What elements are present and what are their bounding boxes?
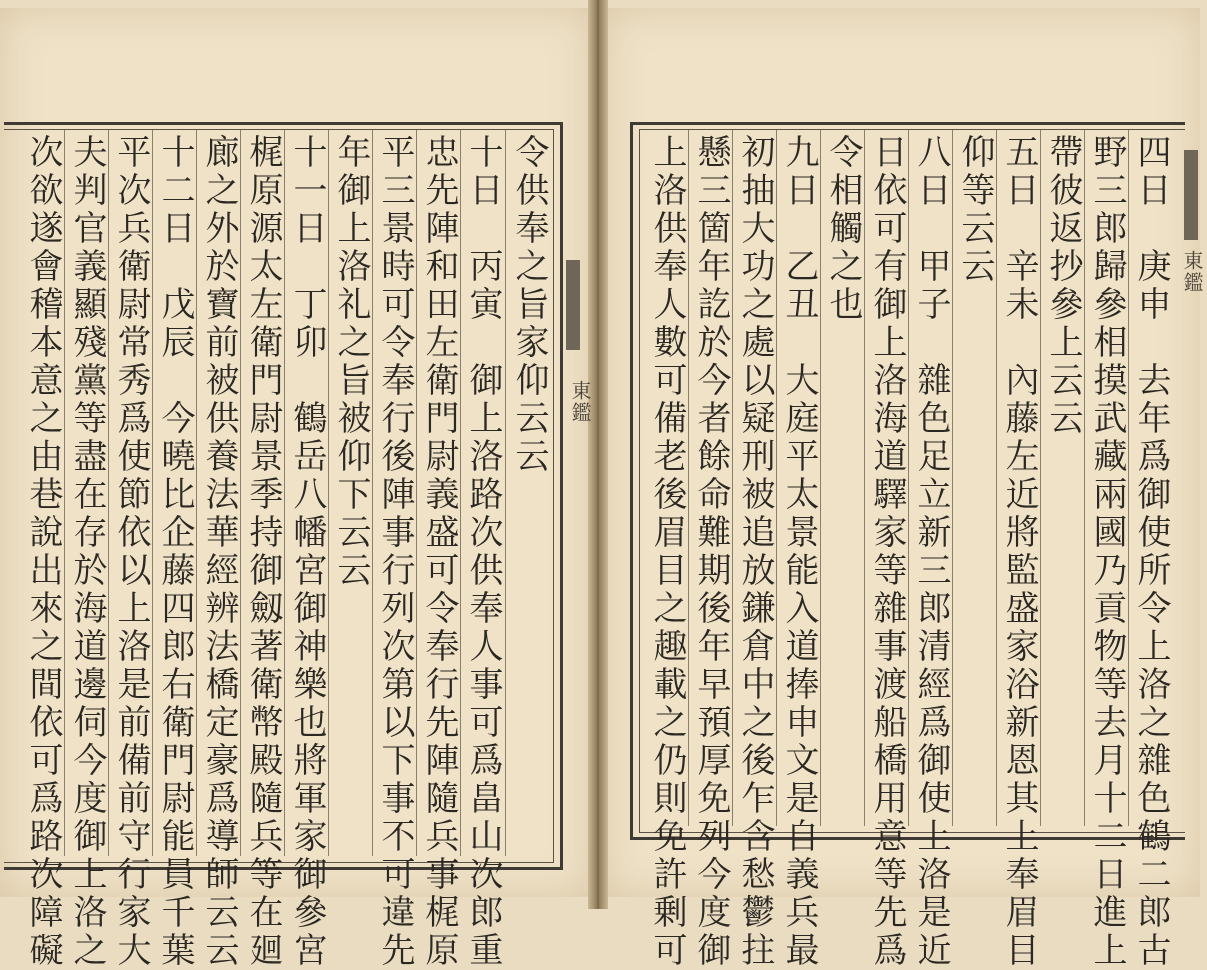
right-column-2: 野三郎歸參相摸武藏兩國乃貢物等去月十二日進上	[1087, 134, 1127, 970]
left-column-rule	[152, 130, 153, 856]
right-column-rule	[996, 130, 997, 826]
left-column-rule	[328, 130, 329, 856]
right-column-rule	[732, 130, 733, 826]
left-column-3: 忠先陣和田左衛門尉義盛可令奉行先陣隨兵事梶原	[419, 134, 459, 970]
left-column-8: 廊之外於寶前被供養法華經辨法橋定豪爲導師云云	[199, 134, 239, 970]
left-column-6: 十一日 丁卯 鶴岳八幡宮御神樂也將軍家御參宮	[287, 134, 327, 970]
right-column-rule	[864, 130, 865, 826]
right-margin-mark	[1184, 150, 1198, 240]
right-column-rule	[776, 130, 777, 826]
right-column-5: 仰等云云	[955, 134, 995, 286]
right-margin-label: 東鑑	[1180, 250, 1204, 294]
left-column-9: 十二日 戊辰 今曉比企藤四郎右衛門尉能員千葉	[155, 134, 195, 970]
right-column-rule	[688, 130, 689, 826]
left-column-1: 令供奉之旨家仰云云	[509, 134, 549, 476]
left-column-7: 梶原源太左衛門尉景季持御劔著衛幣殿隨兵等在廻	[243, 134, 283, 970]
left-column-12: 次欲遂會稽本意之由巷說出來之間依可爲路次障礙	[23, 134, 63, 970]
left-margin-mark	[566, 260, 580, 350]
left-column-rule	[196, 130, 197, 856]
right-column-4: 五日 辛未 內藤左近將監盛家浴新恩其上奉眉目	[999, 134, 1039, 970]
left-column-rule	[460, 130, 461, 856]
left-column-rule	[240, 130, 241, 856]
right-column-rule	[1128, 130, 1129, 826]
left-column-rule	[284, 130, 285, 856]
left-column-rule	[372, 130, 373, 856]
right-column-rule	[1040, 130, 1041, 826]
right-column-7: 日依可有御上洛海道驛家等雜事渡船橋用意等先爲	[867, 134, 907, 970]
left-column-11: 夫判官義顯殘黨等盡在存於海道邊伺今度御上洛之	[67, 134, 107, 970]
book-gutter	[588, 0, 608, 909]
left-column-rule	[108, 130, 109, 856]
left-margin-label: 東鑑	[568, 380, 592, 424]
right-column-10: 初抽大功之處以疑刑被追放鎌倉中之後乍含愁鬱拄	[735, 134, 775, 970]
right-column-6: 八日 甲子 雜色足立新三郎清經爲御使上洛是近	[911, 134, 951, 970]
right-column-12: 上洛供奉人數可備老後眉目之趣載之仍則免許剰可	[647, 134, 687, 970]
right-column-rule	[952, 130, 953, 826]
right-column-9: 九日 乙丑 大庭平太景能入道捧申文是自義兵最	[779, 134, 819, 970]
left-column-2: 十日 丙寅 御上洛路次供奉人事可爲畠山次郎重	[463, 134, 503, 970]
right-column-8: 令相觸之也	[823, 134, 863, 324]
right-column-rule	[820, 130, 821, 826]
right-column-1: 四日 庚申 去年爲御使所令上洛之雜色鶴二郎古	[1131, 134, 1171, 970]
right-column-rule	[908, 130, 909, 826]
left-column-rule	[505, 130, 506, 856]
right-column-rule	[1084, 130, 1085, 826]
right-column-11: 懸三箇年訖於今者餘命難期後年早預厚免列今度御	[691, 134, 731, 970]
left-column-5: 年御上洛礼之旨被仰下云云	[331, 134, 371, 590]
left-column-rule	[64, 130, 65, 856]
left-column-10: 平次兵衛尉常秀爲使節依以上洛是前備前守行家大	[111, 134, 151, 970]
left-column-4: 平三景時可令奉行後陣事行列次第以下事不可違先	[375, 134, 415, 970]
right-column-3: 帶彼返抄參上云云	[1043, 134, 1083, 438]
left-column-rule	[416, 130, 417, 856]
